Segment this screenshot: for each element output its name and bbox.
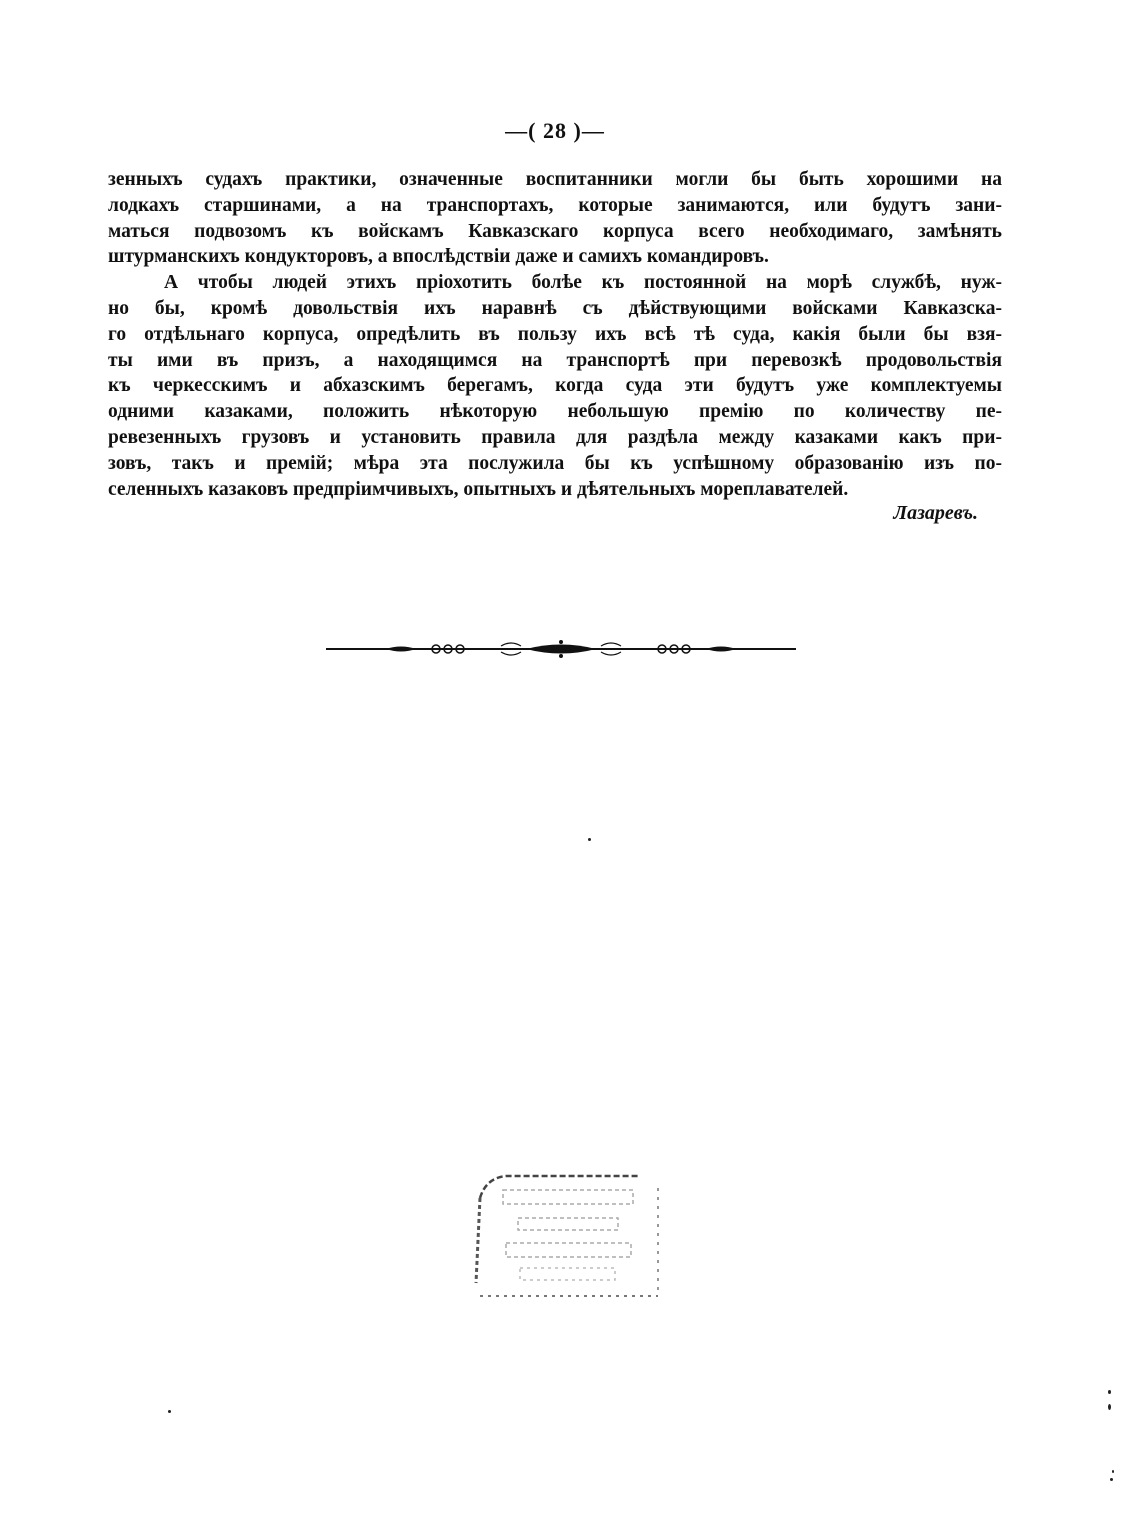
- text-line: ревезенныхъ грузовъ и установить правила для раздѣла между казаками какъ при-: [108, 426, 1002, 448]
- text-line: лодкахъ старшинами, а на транспортахъ, которые занимаются, или будутъ зани-: [108, 194, 1002, 216]
- paper-speck: [1112, 1470, 1114, 1473]
- library-stamp: [458, 1168, 668, 1308]
- text-line: го отдѣльнаго корпуса, опредѣлить въ пользу ихъ всѣ тѣ суда, какія были бы взя-: [108, 323, 1002, 345]
- text-line: ты ими въ призъ, а находящимся на транспортѣ при перевозкѣ продовольствія: [108, 349, 1002, 371]
- text-line: одними казаками, положить нѣкоторую небольшую премію по количеству пе-: [108, 401, 1002, 423]
- text-line: маться подвозомъ къ войскамъ Кавказскаго корпуса всего необходимаго, замѣнять: [108, 220, 1002, 242]
- text-line: зовъ, такъ и премій; мѣра эта послужила бы къ успѣшному образованію изъ по-: [108, 452, 1002, 474]
- text-line: но бы, кромѣ довольствія ихъ наравнѣ съ дѣйствующими войсками Кавказска-: [108, 297, 1002, 319]
- text-line: селенныхъ казаковъ предпріимчивыхъ, опытныхъ и дѣятельныхъ мореплавателей.: [108, 478, 849, 500]
- text-line: къ черкесскимъ и абхазскимъ берегамъ, когда суда эти будутъ уже комплектуемы: [108, 375, 1002, 397]
- text-line: штурманскихъ кондукторовъ, а впослѣдствіи даже и самихъ командировъ.: [108, 246, 769, 268]
- paper-speck: [1110, 1478, 1113, 1481]
- page-number: —( 28 )—: [505, 118, 605, 143]
- text-line: А чтобы людей этихъ пріохотить болѣе къ постоянной на морѣ службѣ, нуж-: [164, 272, 1002, 294]
- signature: Лазаревъ.: [893, 502, 978, 524]
- body-text: [108, 167, 1002, 502]
- paper-speck: [168, 1410, 171, 1413]
- paper-speck: [588, 838, 591, 841]
- text-line: зенныхъ судахъ практики, означенные воспитанники могли бы быть хорошими на: [108, 169, 1002, 190]
- paper-speck: [1108, 1390, 1111, 1394]
- ornamental-divider: [326, 636, 796, 662]
- paper-speck: [1108, 1404, 1111, 1410]
